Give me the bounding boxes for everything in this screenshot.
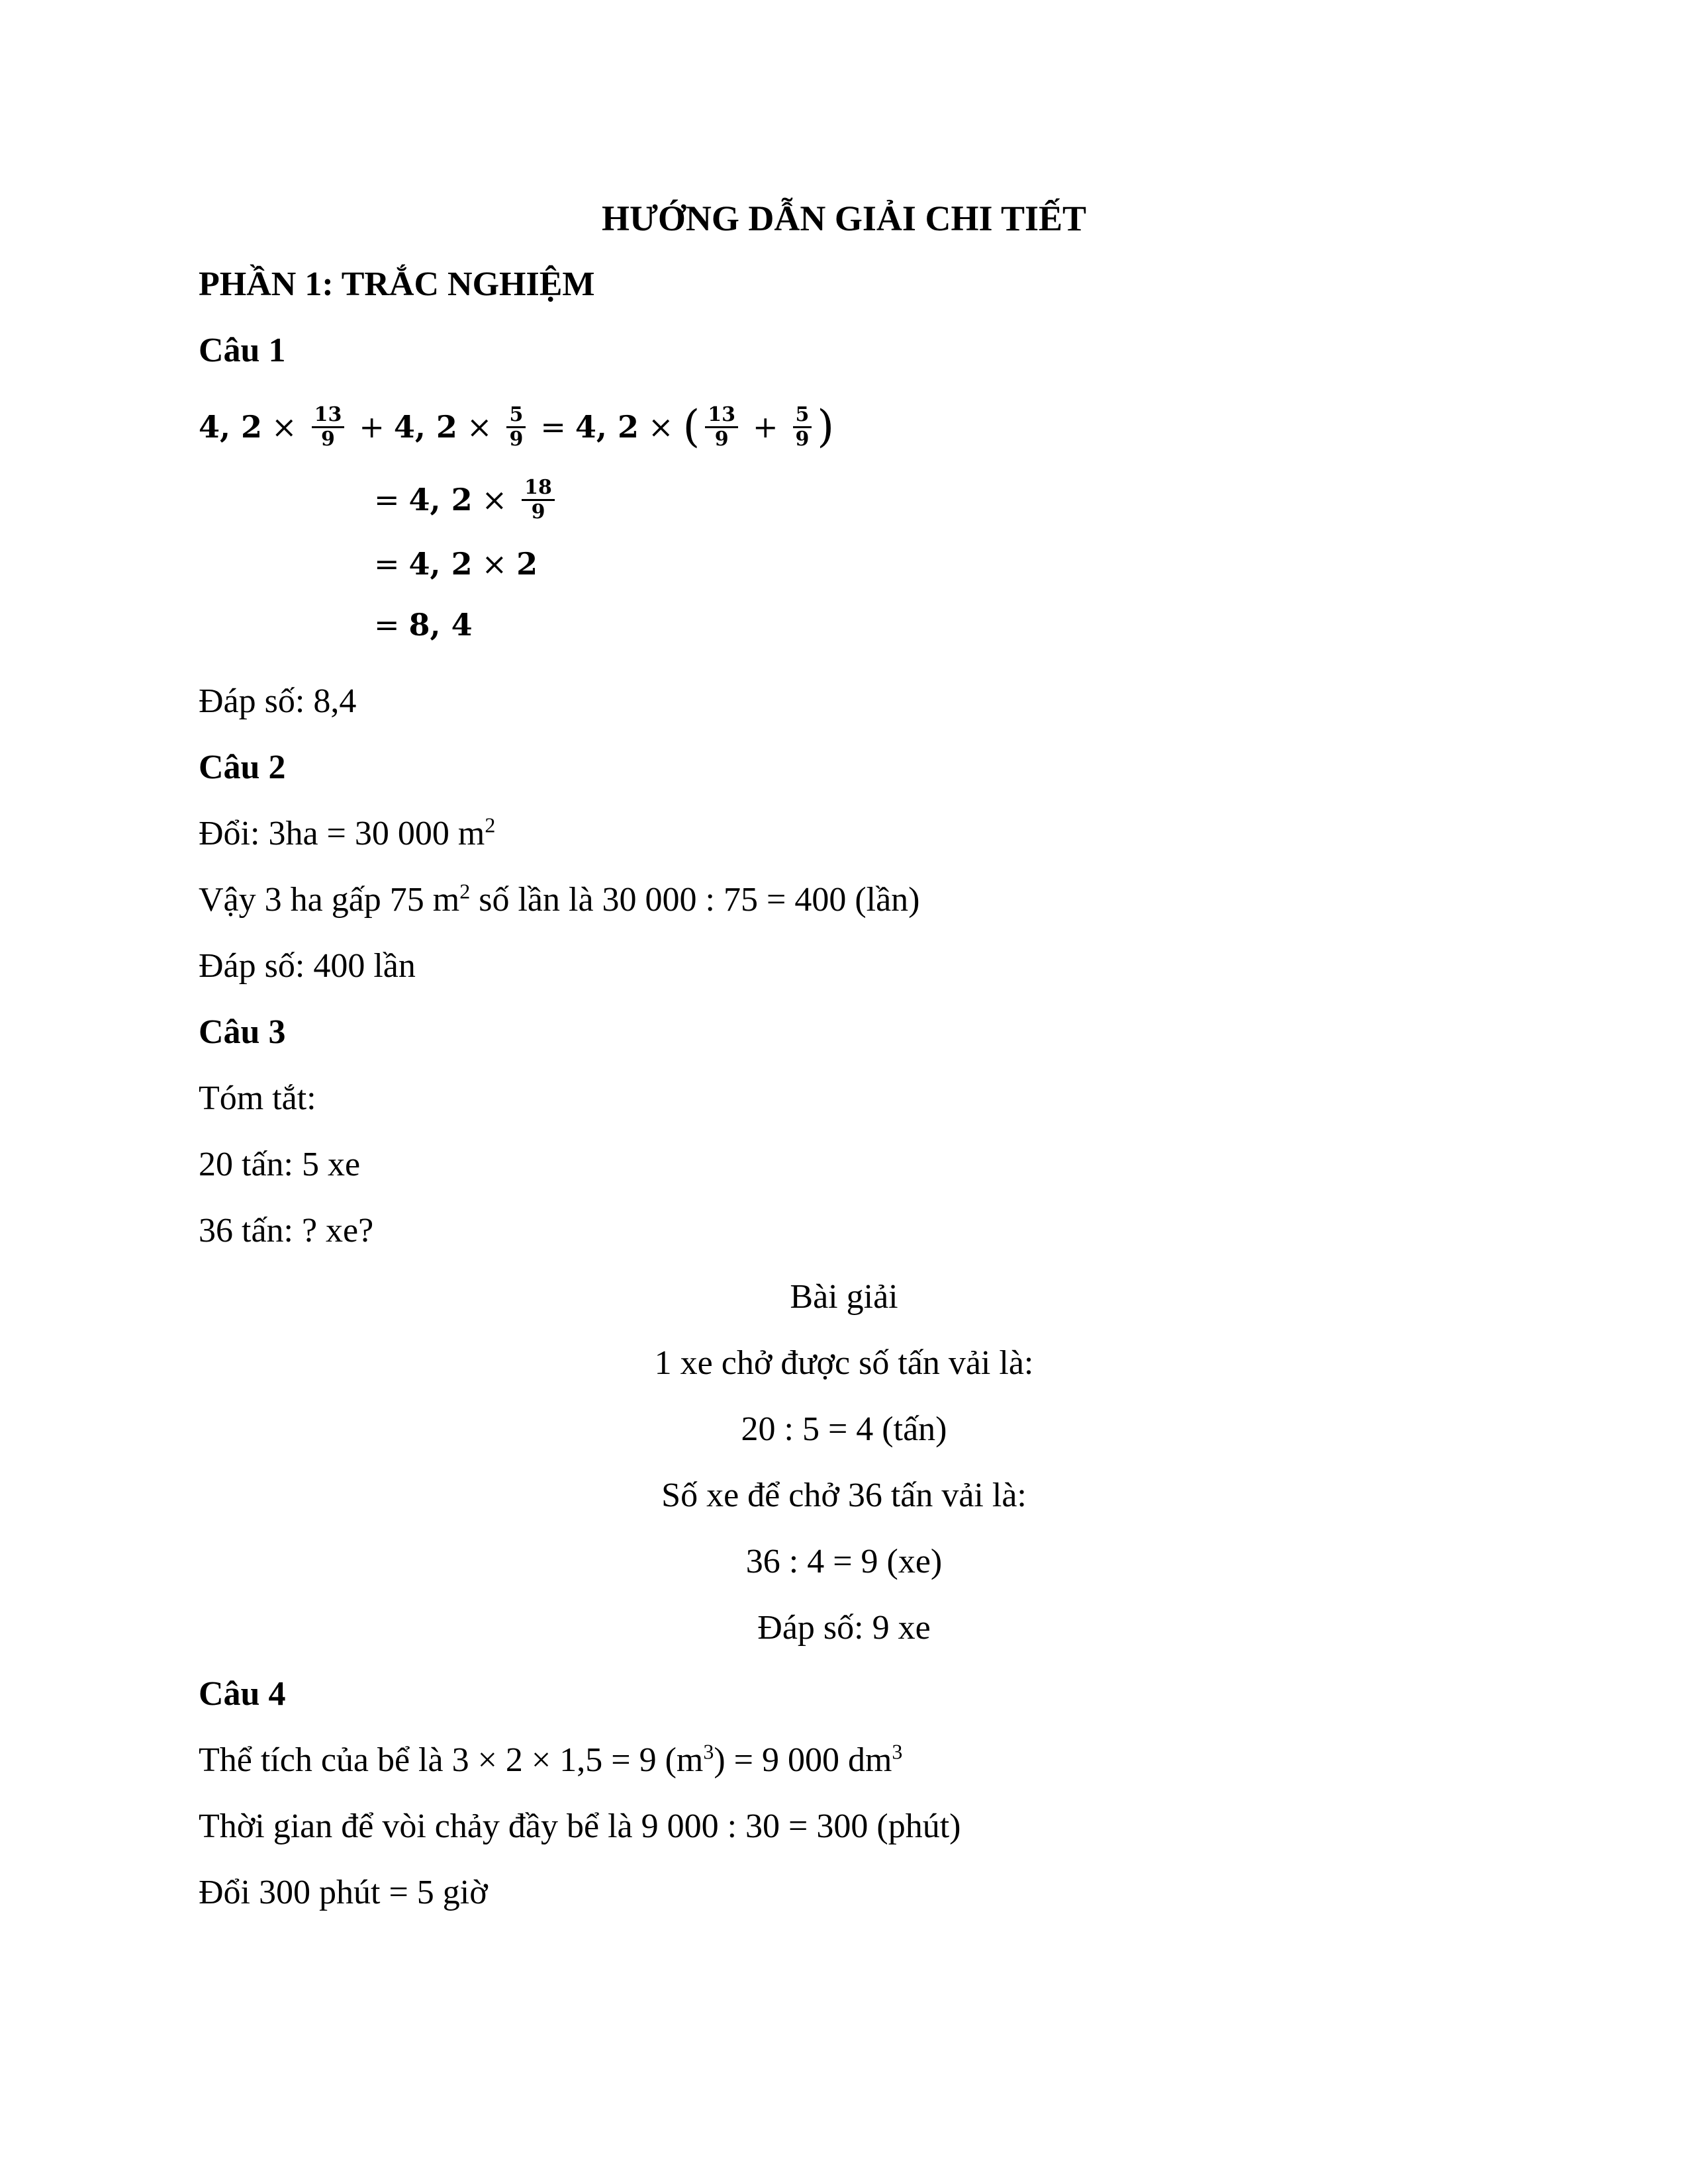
q1-term: 4, 2 bbox=[393, 409, 457, 445]
q1-result: 8, 4 bbox=[408, 607, 473, 643]
q1-heading: Câu 1 bbox=[199, 332, 286, 369]
fraction bbox=[522, 477, 555, 523]
q3-solution-line-3: Số xe để chở 36 tấn vải là: bbox=[661, 1477, 1027, 1514]
plus-sign: + bbox=[359, 409, 385, 445]
q3-solution-line-2: 20 : 5 = 4 (tấn) bbox=[741, 1410, 947, 1448]
fraction-denominator: 9 bbox=[795, 427, 810, 451]
fraction bbox=[312, 404, 345, 451]
equals-sign: = bbox=[374, 546, 400, 582]
q3-summary-line-2: 36 tấn: ? xe? bbox=[199, 1212, 374, 1250]
q4-heading: Câu 4 bbox=[199, 1675, 286, 1713]
q3-solution-title: Bài giải bbox=[790, 1278, 898, 1316]
q1-equation-line-3 bbox=[374, 544, 538, 584]
q3-solution-line-4: 36 : 4 = 9 (xe) bbox=[745, 1543, 943, 1580]
fraction-numerator: 5 bbox=[506, 404, 526, 428]
fraction-denominator: 9 bbox=[531, 500, 545, 523]
times-sign: × bbox=[481, 482, 508, 518]
times-sign: × bbox=[481, 546, 508, 582]
times-sign: × bbox=[466, 409, 492, 445]
q2-line-1-text: Đổi: 3ha = 30 000 m bbox=[199, 815, 485, 852]
q3-heading: Câu 3 bbox=[199, 1013, 286, 1051]
q4-line-1-text: Thể tích của bể là 3 × 2 × 1,5 = 9 (m bbox=[199, 1741, 704, 1779]
equals-sign: = bbox=[540, 409, 566, 445]
q1-term: 4, 2 bbox=[199, 409, 263, 445]
q1-equation-line-2 bbox=[374, 470, 560, 529]
fraction bbox=[793, 404, 812, 451]
superscript: 2 bbox=[459, 879, 471, 903]
right-paren: ) bbox=[817, 401, 835, 452]
q3-summary-line-1: 20 tấn: 5 xe bbox=[199, 1146, 361, 1183]
q1-answer: Đáp số: 8,4 bbox=[199, 682, 357, 720]
q1-equation-line-4 bbox=[374, 605, 473, 645]
equals-sign: = bbox=[374, 482, 400, 518]
q2-answer: Đáp số: 400 lần bbox=[199, 947, 416, 985]
equals-sign: = bbox=[374, 607, 400, 643]
q1-term: 4, 2 bbox=[408, 546, 473, 582]
q2-line-2-text: Vậy 3 ha gấp 75 m bbox=[199, 881, 460, 919]
q1-term: 4, 2 bbox=[408, 482, 473, 518]
fraction-denominator: 9 bbox=[714, 427, 729, 451]
q1-value: 2 bbox=[516, 546, 538, 582]
times-sign: × bbox=[647, 409, 674, 445]
fraction-numerator: 13 bbox=[705, 404, 738, 428]
page-title: HƯỚNG DẪN GIẢI CHI TIẾT bbox=[601, 199, 1087, 238]
q2-heading: Câu 2 bbox=[199, 749, 286, 786]
times-sign: × bbox=[271, 409, 297, 445]
fraction bbox=[705, 404, 738, 451]
fraction bbox=[506, 404, 526, 451]
plus-sign: + bbox=[753, 409, 778, 445]
q3-answer: Đáp số: 9 xe bbox=[757, 1609, 931, 1647]
q4-line-1 bbox=[199, 1741, 902, 1780]
q2-line-2 bbox=[199, 880, 919, 920]
q2-line-1 bbox=[199, 814, 495, 854]
fraction-denominator: 9 bbox=[321, 427, 335, 451]
q1-equation-line-1 bbox=[199, 397, 834, 457]
fraction-denominator: 9 bbox=[509, 427, 524, 451]
superscript: 3 bbox=[703, 1739, 714, 1764]
q3-summary-label: Tóm tắt: bbox=[199, 1079, 316, 1117]
q4-line-2: Thời gian để vòi chảy đầy bể là 9 000 : 30 = 300 (phút) bbox=[199, 1807, 961, 1845]
q4-line-1-text-end: ) = 9 000 dm bbox=[714, 1741, 892, 1779]
fraction-numerator: 18 bbox=[522, 477, 555, 501]
q4-line-3: Đổi 300 phút = 5 giờ bbox=[199, 1874, 488, 1911]
q1-term: 4, 2 bbox=[575, 409, 639, 445]
fraction-numerator: 5 bbox=[793, 404, 812, 428]
superscript: 2 bbox=[485, 813, 496, 837]
left-paren: ( bbox=[682, 401, 700, 452]
fraction-numerator: 13 bbox=[312, 404, 345, 428]
q2-line-2-text-end: số lần là 30 000 : 75 = 400 (lần) bbox=[470, 881, 920, 919]
superscript: 3 bbox=[892, 1739, 903, 1764]
q3-solution-line-1: 1 xe chở được số tấn vải là: bbox=[654, 1344, 1034, 1382]
section-heading: PHẦN 1: TRẮC NGHIỆM bbox=[199, 265, 595, 303]
